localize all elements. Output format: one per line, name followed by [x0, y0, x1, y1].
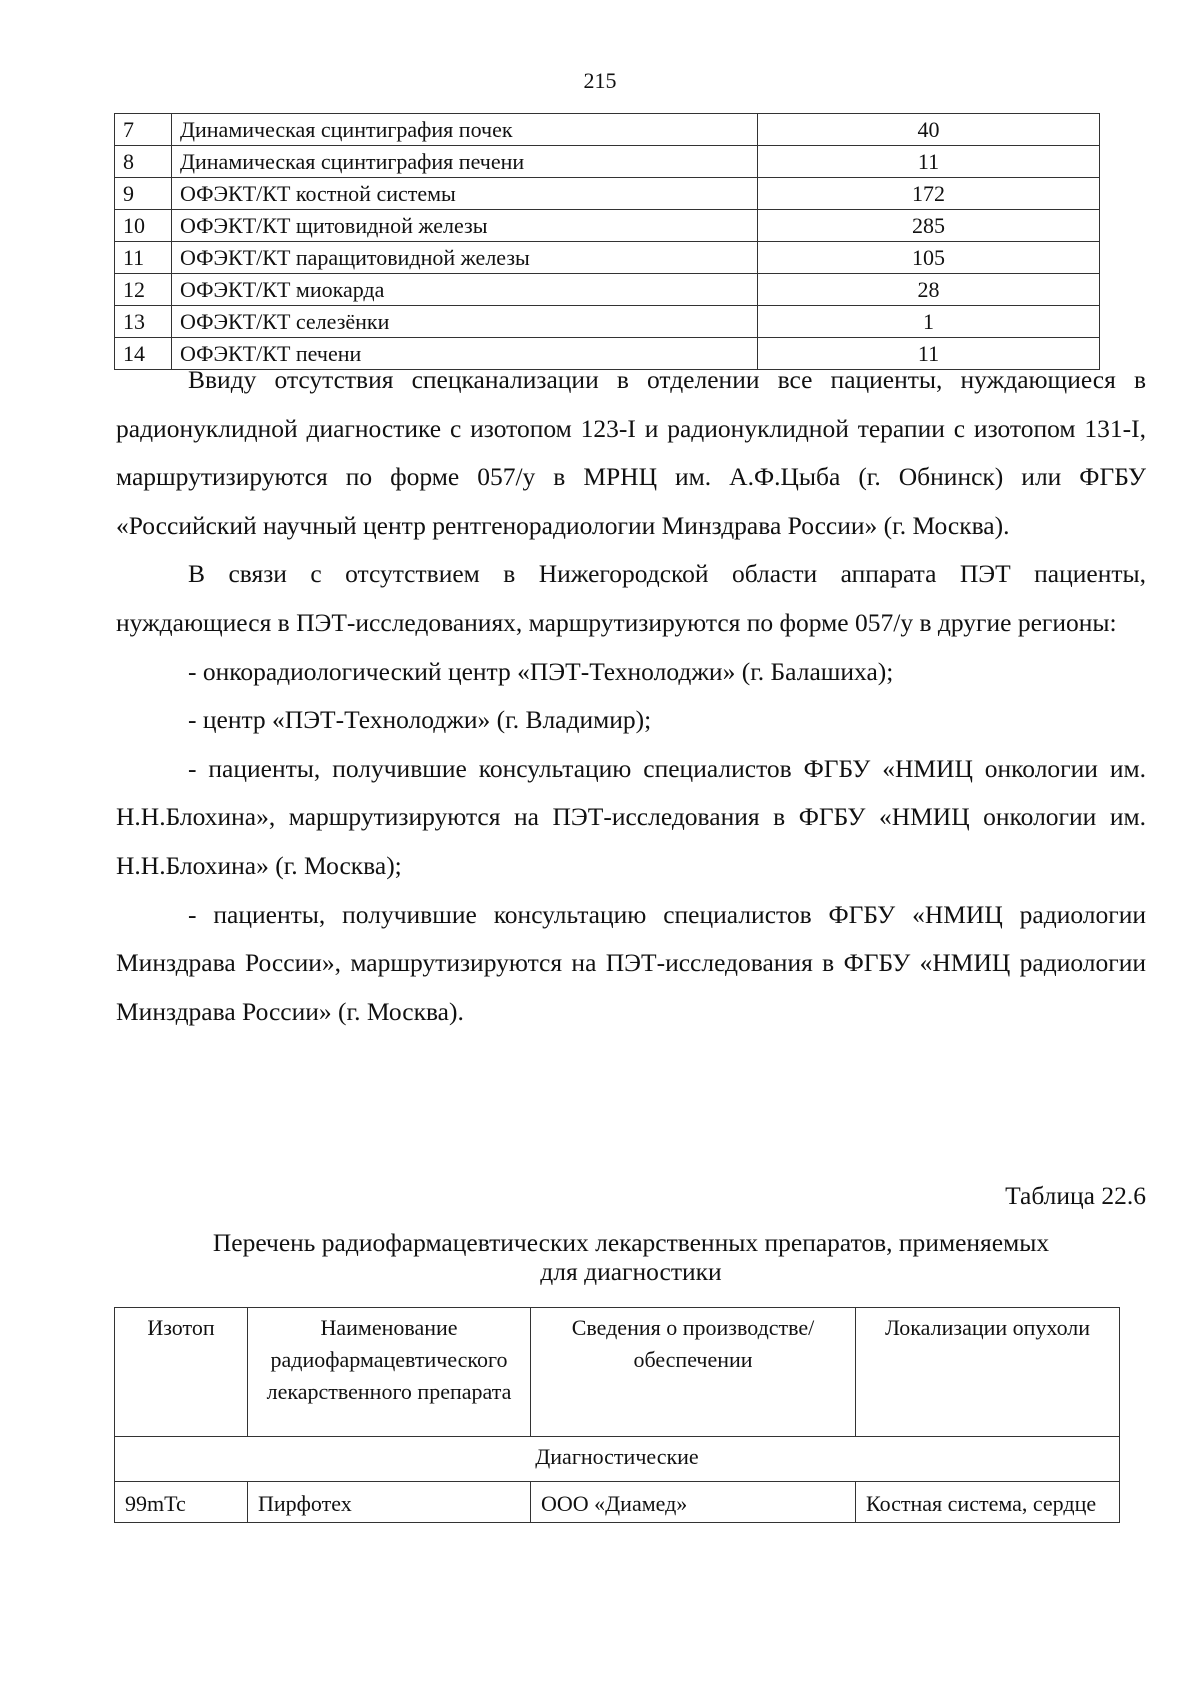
procedure-count: 11 [758, 146, 1100, 178]
header-isotope: Изотоп [115, 1308, 248, 1437]
procedures-table [114, 113, 1100, 370]
procedure-name: ОФЭКТ/КТ паращитовидной железы [172, 242, 758, 274]
row-number: 12 [115, 274, 172, 306]
procedure-name: ОФЭКТ/КТ миокарда [172, 274, 758, 306]
cell-localization: Костная система, сердце [856, 1482, 1120, 1523]
cell-isotope: 99mTc [115, 1482, 248, 1523]
procedure-count: 11 [758, 338, 1100, 370]
paragraph-routing-isotopes: Ввиду отсутствия спецканализации в отделении все пациенты, нуждающиеся в радионуклидной диагностике с изотопом 123-I и радионуклидной терапии с изотопом 131-I, маршрутизируются по форме 057/у в МРНЦ им. А.Ф.Цыба (г. Обнинск) или ФГБУ «Российский научный центр рентгенорадиологии Минздрава России» (г. Москва). [116, 365, 1146, 540]
table-title [116, 1228, 1146, 1286]
table-row [115, 274, 1100, 306]
row-number: 9 [115, 178, 172, 210]
table-row [115, 1482, 1120, 1523]
table-row [115, 146, 1100, 178]
table-row [115, 114, 1100, 146]
table-row [115, 178, 1100, 210]
procedure-name: ОФЭКТ/КТ печени [172, 338, 758, 370]
header-localization: Локализации опухоли [856, 1308, 1120, 1437]
row-number: 10 [115, 210, 172, 242]
table-row [115, 306, 1100, 338]
procedure-count: 40 [758, 114, 1100, 146]
radiopharmaceuticals-table [114, 1307, 1120, 1523]
header-drug-name: Наименование радиофармацевтического лекарственного препарата [248, 1308, 531, 1437]
table-row [115, 210, 1100, 242]
list-item-vladimir: - центр «ПЭТ-Технолоджи» (г. Владимир); [188, 705, 652, 735]
section-label: Диагностические [115, 1437, 1120, 1482]
header-production: Сведения о производстве/обеспечении [531, 1308, 856, 1437]
paragraph-pet-routing: В связи с отсутствием в Нижегородской области аппарата ПЭТ пациенты, нуждающиеся в ПЭТ-исследованиях, маршрутизируются по форме 057/у в другие регионы: [116, 559, 1146, 637]
list-item-radiology: - пациенты, получившие консультацию специалистов ФГБУ «НМИЦ радиологии Минздрава России», маршрутизируются на ПЭТ-исследования в ФГБУ «НМИЦ радиологии Минздрава России» (г. Москва). [116, 899, 1146, 1026]
row-number: 7 [115, 114, 172, 146]
procedure-count: 1 [758, 306, 1100, 338]
table-title-line1: Перечень радиофармацевтических лекарственных препаратов, применяемых [212, 1228, 1050, 1257]
cell-drug-name: Пирфотех [248, 1482, 531, 1523]
row-number: 8 [115, 146, 172, 178]
procedure-count: 172 [758, 178, 1100, 210]
body-text [116, 356, 1146, 1036]
procedure-name: Динамическая сцинтиграфия почек [172, 114, 758, 146]
table-header-row [115, 1308, 1120, 1437]
cell-production: ООО «Диамед» [531, 1482, 856, 1523]
procedure-count: 28 [758, 274, 1100, 306]
page-number: 215 [583, 68, 617, 93]
row-number: 13 [115, 306, 172, 338]
procedure-name: Динамическая сцинтиграфия печени [172, 146, 758, 178]
procedure-count: 285 [758, 210, 1100, 242]
section-row [115, 1437, 1120, 1482]
procedure-name: ОФЭКТ/КТ щитовидной железы [172, 210, 758, 242]
list-item-blokhin: - пациенты, получившие консультацию специалистов ФГБУ «НМИЦ онкологии им. Н.Н.Блохина», маршрутизируются на ПЭТ-исследования в ФГБУ «НМИЦ онкологии им. Н.Н.Блохина» (г. Москва); [116, 753, 1146, 880]
table-row [115, 242, 1100, 274]
table-caption: Таблица 22.6 [1005, 1181, 1146, 1210]
procedure-name: ОФЭКТ/КТ селезёнки [172, 306, 758, 338]
procedure-name: ОФЭКТ/КТ костной системы [172, 178, 758, 210]
row-number: 11 [115, 242, 172, 274]
table-title-line2: для диагностики [540, 1257, 722, 1286]
list-item-balashikha: - онкорадиологический центр «ПЭТ-Технолоджи» (г. Балашиха); [188, 656, 894, 686]
row-number: 14 [115, 338, 172, 370]
procedure-count: 105 [758, 242, 1100, 274]
